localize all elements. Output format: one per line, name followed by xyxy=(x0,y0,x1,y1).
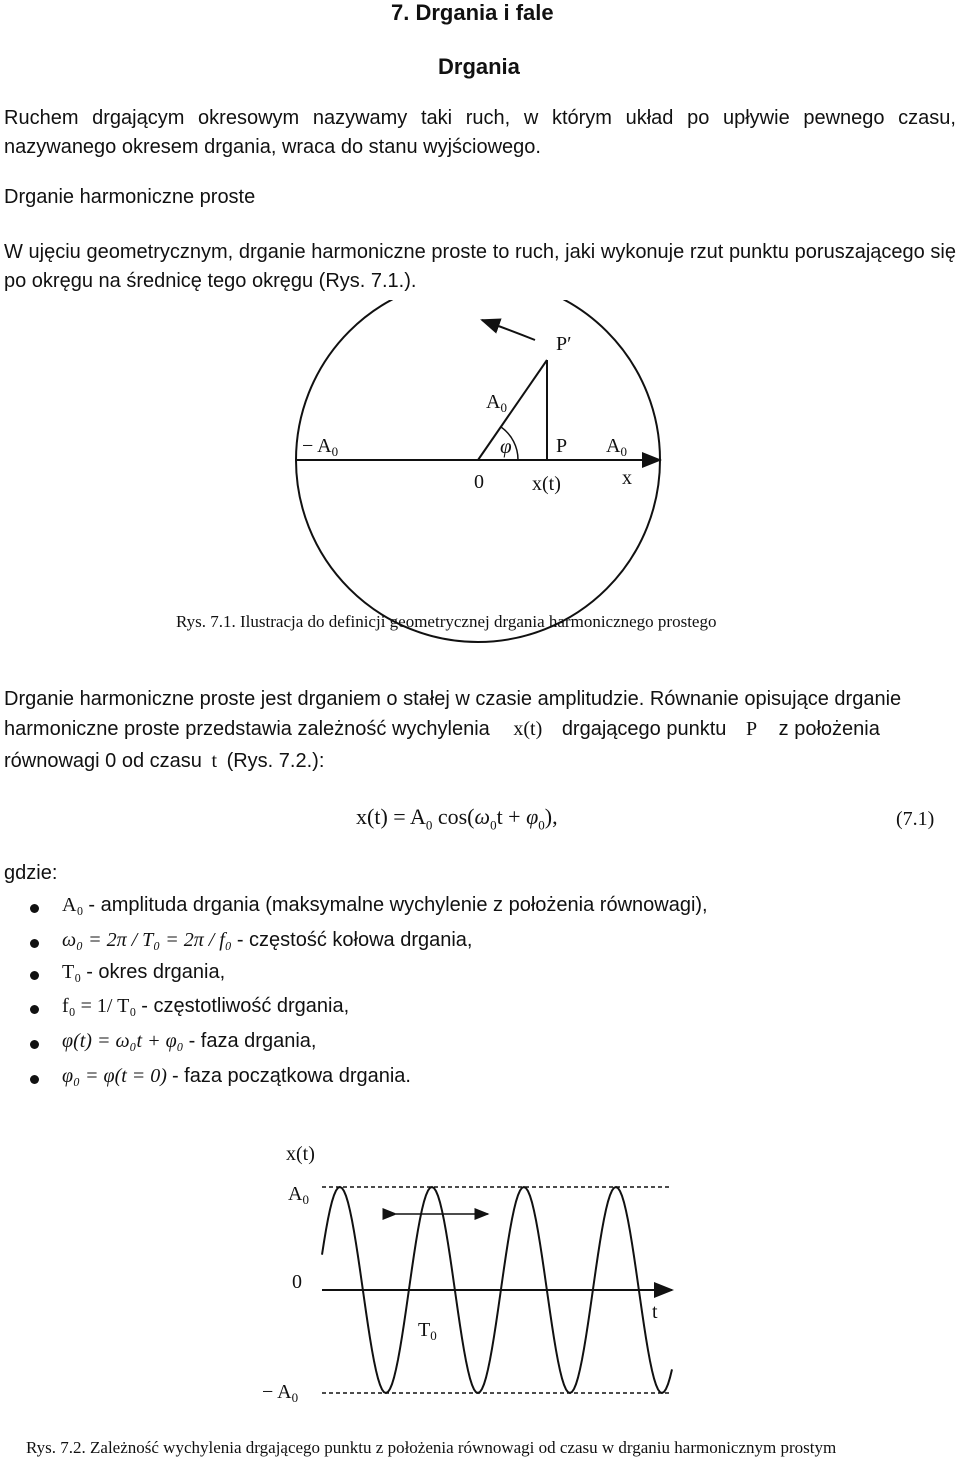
chapter-title: 7. Drgania i fale xyxy=(391,0,554,25)
where-item-omega: ω₀ = 2π / T₀ = 2π / f₀ - częstość kołowa drgania, xyxy=(62,929,473,951)
bullet-5 xyxy=(30,1040,39,1049)
label-xt: x(t) xyxy=(532,473,561,495)
section-title: Drgania xyxy=(438,54,520,79)
equation-number: (7.1) xyxy=(896,808,935,830)
figure-7-2 xyxy=(0,1130,960,1430)
intro-paragraph: Ruchem drgającym okresowym nazywamy taki ruch, w którym układ po upływie pewnego czasu, nazywanego okresem drgania, wraca do stanu wyjściowego. xyxy=(4,107,956,158)
label-a0-right: $A_0$ xyxy=(606,435,627,459)
bullet-1 xyxy=(30,904,39,913)
harmonic-paragraph: W ujęciu geometrycznym, drganie harmoniczne proste to ruch, jaki wykonuje rzut punktu poruszającego się po okręgu na średnicę tego okręgu (Rys. 7.1.). xyxy=(4,241,956,292)
bullet-4 xyxy=(30,1005,39,1014)
label-xt: x(t) xyxy=(286,1143,315,1165)
rotation-arrow xyxy=(482,320,535,340)
where-label: gdzie: xyxy=(4,862,58,884)
label-t: t xyxy=(652,1301,658,1323)
label-minus-a0: − $A_0$ xyxy=(302,435,339,459)
label-t0: $T_0$ xyxy=(418,1319,437,1343)
label-p: P xyxy=(556,435,568,457)
bullet-3 xyxy=(30,971,39,980)
figure-1-caption: Rys. 7.1. Ilustracja do definicji geometrycznej drgania harmonicznego prostego xyxy=(176,612,717,631)
label-zero: 0 xyxy=(474,471,484,493)
paragraph-2-line-1: Drganie harmoniczne proste jest drganiem o stałej w czasie amplitudzie. Równanie opisujące drganie xyxy=(4,688,902,710)
paragraph-2-line-3: równowagi 0 od czasu t (Rys. 7.2.): xyxy=(4,750,325,772)
where-item-phase: φ(t) = ω₀t + φ₀ - faza drgania, xyxy=(62,1030,317,1052)
figure-2-caption: Rys. 7.2. Zależność wychylenia drgającego punktu z położenia równowagi od czasu w drganiu harmonicznym prostym xyxy=(26,1438,837,1457)
where-item-period: T₀ - okres drgania, xyxy=(62,961,226,983)
label-a0-top: $A_0$ xyxy=(486,391,507,415)
label-a0: $A_0$ xyxy=(288,1183,309,1207)
bullet-6 xyxy=(30,1075,39,1084)
bullet-2 xyxy=(30,939,39,948)
harmonic-heading: Drganie harmoniczne proste xyxy=(4,186,256,208)
where-item-frequency: f₀ = 1/ T₀ - częstotliwość drgania, xyxy=(62,995,350,1017)
label-phi: φ xyxy=(500,434,512,458)
label-minus-a0: − $A_0$ xyxy=(262,1381,299,1405)
label-zero: 0 xyxy=(292,1271,302,1293)
label-p-prime: P′ xyxy=(556,333,572,355)
where-item-amplitude: A₀ - amplituda drgania (maksymalne wychylenie z położenia równowagi), xyxy=(62,894,708,916)
equation-7-1: $x(t) = A_0$ $\cos(\omega_0t + \varphi_0)$, xyxy=(356,804,558,833)
label-x-axis: x xyxy=(622,467,632,489)
paragraph-2-line-2: harmoniczne proste przedstawia zależność wychylenia x(t) drgającego punktu P z położenia xyxy=(4,718,880,740)
where-item-initial-phase: φ₀ = φ(t = 0) - faza początkowa drgania. xyxy=(62,1065,411,1087)
